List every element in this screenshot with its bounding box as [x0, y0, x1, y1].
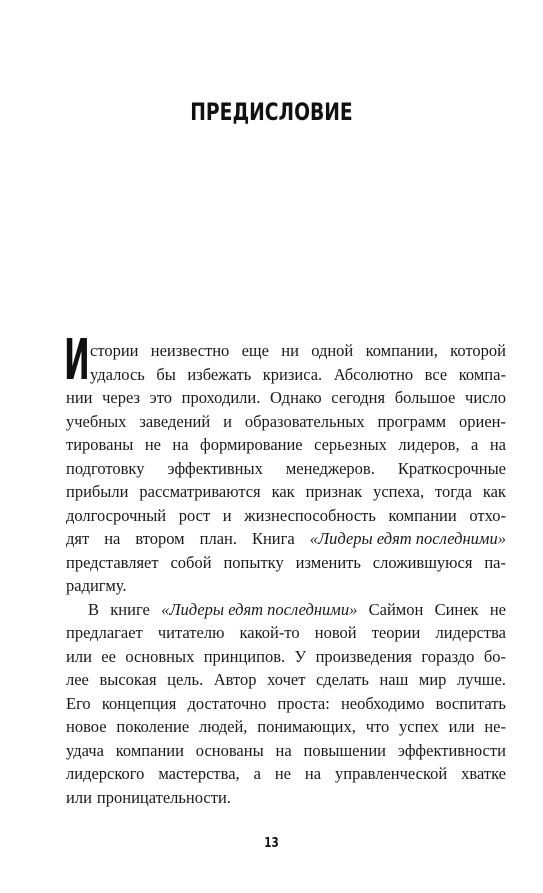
- word: «Лидеры едят последними»: [309, 529, 506, 548]
- word: учебных: [66, 411, 127, 431]
- word: эффективности: [397, 740, 506, 760]
- word: и: [223, 411, 232, 431]
- word: долгосрочный: [66, 505, 167, 525]
- word: мастерства,: [158, 764, 240, 783]
- word: серьезных: [314, 435, 387, 454]
- word: людей,: [199, 717, 248, 736]
- word: воспитать: [435, 693, 506, 713]
- word: прибыли: [66, 482, 129, 501]
- word: хватке: [461, 764, 506, 783]
- text-line: [66, 433, 506, 457]
- text-line: [66, 457, 506, 481]
- word: или: [66, 646, 92, 666]
- word: радигму.: [66, 576, 127, 595]
- text-line: [66, 410, 506, 434]
- word: менеджеров.: [285, 458, 375, 478]
- word: не: [144, 435, 161, 454]
- chapter-title: ПРЕДИСЛОВИЕ: [190, 98, 353, 126]
- page-number: 13: [264, 836, 279, 851]
- word: эффективных: [167, 458, 263, 478]
- word: и: [222, 505, 232, 525]
- word: еще: [241, 341, 269, 360]
- word: ее: [101, 646, 116, 666]
- word: цель.: [167, 670, 204, 689]
- word: удалось: [90, 364, 145, 384]
- word: Однако: [269, 388, 322, 407]
- word: формирование: [200, 435, 303, 454]
- text-line: [66, 386, 506, 410]
- word: поколение: [116, 717, 190, 736]
- word: сделать: [315, 670, 369, 689]
- word: бы: [156, 364, 176, 384]
- text-line: [66, 621, 506, 645]
- word: необходимо: [340, 693, 425, 713]
- word: ни: [281, 341, 299, 360]
- word: удача: [66, 740, 104, 760]
- word: проницательности.: [96, 787, 231, 807]
- text-line: [66, 504, 506, 528]
- word: не-: [484, 717, 506, 736]
- word: неизвестно: [150, 341, 230, 360]
- word: какой-то: [239, 623, 300, 642]
- word: как: [482, 482, 506, 501]
- word: компании,: [365, 341, 438, 360]
- word: основаны: [195, 740, 264, 760]
- word: новой: [314, 623, 357, 642]
- paragraph-1: [64, 328, 506, 598]
- word: Его: [66, 693, 91, 713]
- word: В: [88, 599, 100, 619]
- word: попытку: [223, 552, 284, 572]
- text-line: [66, 715, 506, 739]
- word: предлагает: [66, 623, 143, 642]
- word: это: [149, 388, 172, 407]
- word: мир: [418, 670, 447, 689]
- word: достаточно: [187, 693, 267, 713]
- word: наш: [379, 670, 409, 689]
- word: большое: [394, 388, 456, 407]
- word: нии: [66, 388, 93, 407]
- text-line: [66, 645, 506, 669]
- word: па-: [484, 552, 506, 572]
- word: теории: [371, 623, 421, 642]
- word: на: [275, 740, 292, 760]
- word: не: [489, 599, 506, 619]
- word: хочет: [267, 670, 306, 689]
- word: отхо-: [469, 505, 506, 525]
- drop-cap: И: [64, 328, 90, 393]
- paragraph-2: [66, 598, 506, 810]
- text-line: [66, 786, 506, 810]
- word: число: [465, 388, 506, 407]
- text-line: [66, 574, 506, 598]
- word: «Лидеры едят последними»: [161, 599, 358, 619]
- word: ориен-: [458, 411, 506, 431]
- word: как: [271, 482, 295, 501]
- word: подготовку: [66, 458, 145, 478]
- word: образовательных: [244, 411, 365, 431]
- word: план.: [199, 529, 237, 548]
- word: собой: [170, 552, 212, 572]
- word: заведений: [139, 411, 211, 431]
- word: произведения: [315, 646, 413, 666]
- word: У: [294, 646, 307, 666]
- word: лидерства: [435, 623, 506, 642]
- word: успех: [399, 717, 439, 736]
- word: тированы: [66, 435, 134, 454]
- word: втором: [135, 529, 185, 548]
- word: принципов.: [203, 646, 286, 666]
- text-line: [66, 363, 506, 387]
- word: проходили.: [181, 388, 261, 407]
- word: читателю: [157, 623, 225, 642]
- word: что: [365, 717, 390, 736]
- word: а: [471, 435, 479, 454]
- word: Синек: [434, 599, 479, 619]
- word: высокая: [99, 670, 157, 689]
- text-line: [66, 339, 506, 363]
- word: изменить: [295, 552, 361, 572]
- word: Краткосрочные: [397, 458, 506, 478]
- word: на: [104, 529, 121, 548]
- word: лидерского: [66, 764, 145, 783]
- word: рассматриваются: [139, 482, 261, 501]
- word: дят: [66, 529, 90, 548]
- word: признак: [305, 482, 363, 501]
- word: бо-: [483, 646, 506, 666]
- word: а: [253, 764, 261, 783]
- word: книге: [110, 599, 150, 619]
- word: Саймон: [368, 599, 424, 619]
- word: на: [304, 764, 322, 783]
- word: на: [172, 435, 189, 454]
- word: все: [424, 364, 448, 384]
- word: на: [489, 435, 506, 454]
- word: стории: [90, 341, 139, 360]
- word: компа-: [458, 364, 506, 384]
- word: лидеров,: [398, 435, 460, 454]
- word: лучше.: [456, 670, 506, 689]
- word: Книга: [251, 529, 295, 548]
- word: жизнеспособность: [244, 505, 376, 525]
- word: повышении: [303, 740, 386, 760]
- word: тогда: [435, 482, 472, 501]
- text-line: [66, 668, 506, 692]
- word: Абсолютно: [333, 364, 414, 384]
- text-line: [66, 739, 506, 763]
- word: управленческой: [334, 764, 448, 783]
- word: компании: [388, 505, 457, 525]
- word: успеха,: [373, 482, 425, 501]
- text-line: [66, 527, 506, 551]
- text-line: [66, 551, 506, 575]
- word: новое: [66, 717, 107, 736]
- text-line: [66, 762, 506, 786]
- word: программ: [377, 411, 447, 431]
- word: гораздо: [421, 646, 475, 666]
- word: через: [102, 388, 141, 407]
- text-line: [66, 480, 506, 504]
- word: лее: [66, 670, 89, 689]
- word: компании: [115, 740, 184, 760]
- word: представляет: [66, 552, 159, 572]
- word: или: [66, 787, 92, 807]
- word: одной: [311, 341, 354, 360]
- word: понимающих,: [257, 717, 356, 736]
- text-line: [66, 692, 506, 716]
- word: сложившуюся: [372, 552, 473, 572]
- word: избежать: [187, 364, 252, 384]
- chapter-body: [64, 328, 506, 809]
- word: проста:: [277, 693, 330, 713]
- word: Автор: [213, 670, 257, 689]
- word: которой: [450, 341, 506, 360]
- word: концепция: [101, 693, 177, 713]
- word: основных: [125, 646, 195, 666]
- word: рост: [178, 505, 211, 525]
- word: сегодня: [331, 388, 386, 407]
- word: кризиса.: [262, 364, 323, 384]
- word: или: [448, 717, 475, 736]
- text-line: [66, 598, 506, 622]
- word: не: [274, 764, 291, 783]
